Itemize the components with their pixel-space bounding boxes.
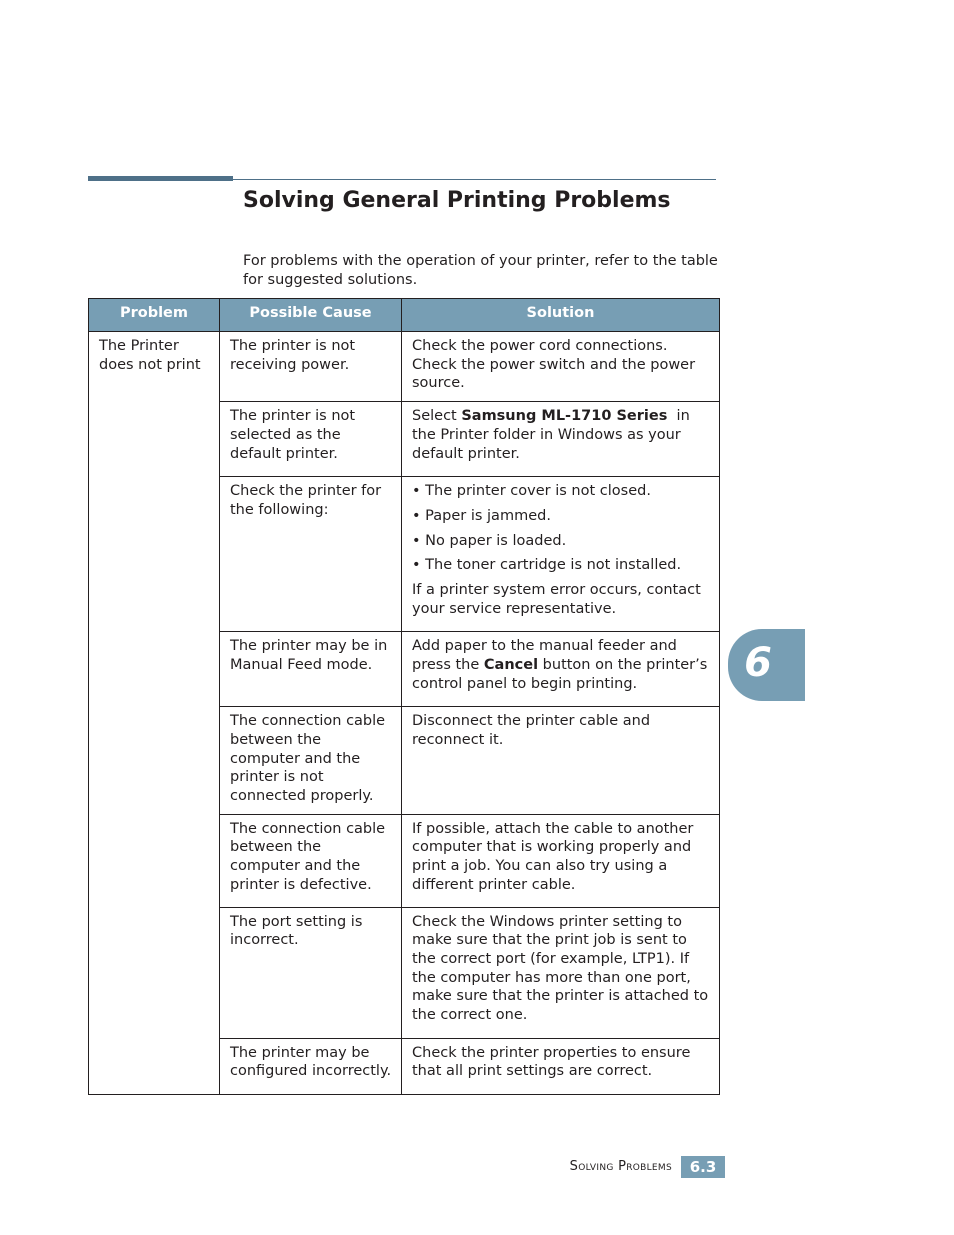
cause-cell: [220, 814, 402, 907]
solution-text-post: in the Printer folder in Windows as your default printer.: [412, 408, 695, 462]
column-header-cause: Possible Cause: [220, 299, 402, 332]
solution-text: [412, 407, 711, 463]
header-rule-thin: [233, 179, 716, 180]
bullet-item: • Paper is jammed.: [412, 507, 551, 524]
bullet-item: • The printer cover is not closed.: [412, 483, 651, 500]
solution-cell: [402, 632, 720, 707]
solution-text-pre: Add paper to the manual feeder and press the: [412, 638, 677, 673]
footer-section-title: Solving Problems: [569, 1159, 672, 1174]
chapter-number: 6: [744, 640, 772, 686]
solution-text-post: button on the printer’s control panel to begin printing.: [412, 656, 708, 692]
cause-text: The connection cable between the computer and the printer is defective.: [230, 820, 386, 893]
cause-cell: [220, 332, 402, 402]
cause-cell: [220, 707, 402, 815]
bullet-item: • No paper is loaded.: [412, 532, 567, 549]
solution-text-bold: Cancel: [483, 656, 539, 673]
column-header-solution: Solution: [402, 299, 720, 332]
cause-cell: [220, 477, 402, 632]
cause-text: The printer may be in Manual Feed mode.: [230, 638, 388, 673]
solution-text-bold: Samsung ML-1710 Series: [461, 408, 668, 425]
solution-cell: [402, 1038, 720, 1094]
cause-cell: [220, 402, 402, 477]
cause-text: The port setting is incorrect.: [230, 913, 363, 949]
solution-cell: [402, 907, 720, 1038]
solution-cell: [402, 814, 720, 907]
problem-text: The Printer does not print: [99, 338, 201, 373]
solution-text: If possible, attach the cable to another computer that is working properly and print a job. You can also try using a different printer cable.: [412, 820, 694, 893]
solution-text-pre: Select: [412, 408, 462, 425]
solution-text: Disconnect the printer cable and reconnect it.: [412, 713, 651, 748]
table-row: [89, 332, 720, 402]
cause-text: The printer may be configured incorrectly.: [230, 1044, 392, 1080]
solution-cell: [402, 477, 720, 632]
solution-cell: [402, 402, 720, 477]
table-header-row: [89, 299, 720, 332]
cause-cell: [220, 632, 402, 707]
cause-cell: [220, 1038, 402, 1094]
cause-text: The connection cable between the computer and the printer is not connected properly.: [230, 713, 386, 804]
cause-text: Check the printer for the following:: [230, 483, 382, 518]
solution-text: [412, 637, 711, 693]
footer-page-number: 6.3: [681, 1156, 725, 1178]
cause-cell: [220, 907, 402, 1038]
solution-text: Check the printer properties to ensure that all print settings are correct.: [412, 1044, 691, 1080]
problem-cell: [89, 332, 220, 1095]
column-header-problem: Problem: [89, 299, 220, 332]
solution-cell: [402, 332, 720, 402]
intro-paragraph: For problems with the operation of your printer, refer to the table for suggested solutions.: [243, 253, 718, 288]
solution-cell: [402, 707, 720, 815]
troubleshooting-table: [88, 298, 720, 1095]
solution-text: Check the power cord connections. Check the power switch and the power source.: [412, 338, 696, 392]
cause-text: The printer is not selected as the default printer.: [230, 408, 356, 462]
page-title: Solving General Printing Problems: [243, 188, 671, 213]
header-rule-thick: [88, 176, 233, 181]
solution-text: Check the Windows printer setting to make sure that the print job is sent to the correct port (for example, LTP1). If the computer has more than one port, make sure that the printer is attached to the correct one.: [412, 913, 709, 1024]
solution-note: If a printer system error occurs, contact your service representative.: [412, 581, 701, 617]
cause-text: The printer is not receiving power.: [230, 338, 356, 373]
bullet-item: • The toner cartridge is not installed.: [412, 557, 682, 574]
